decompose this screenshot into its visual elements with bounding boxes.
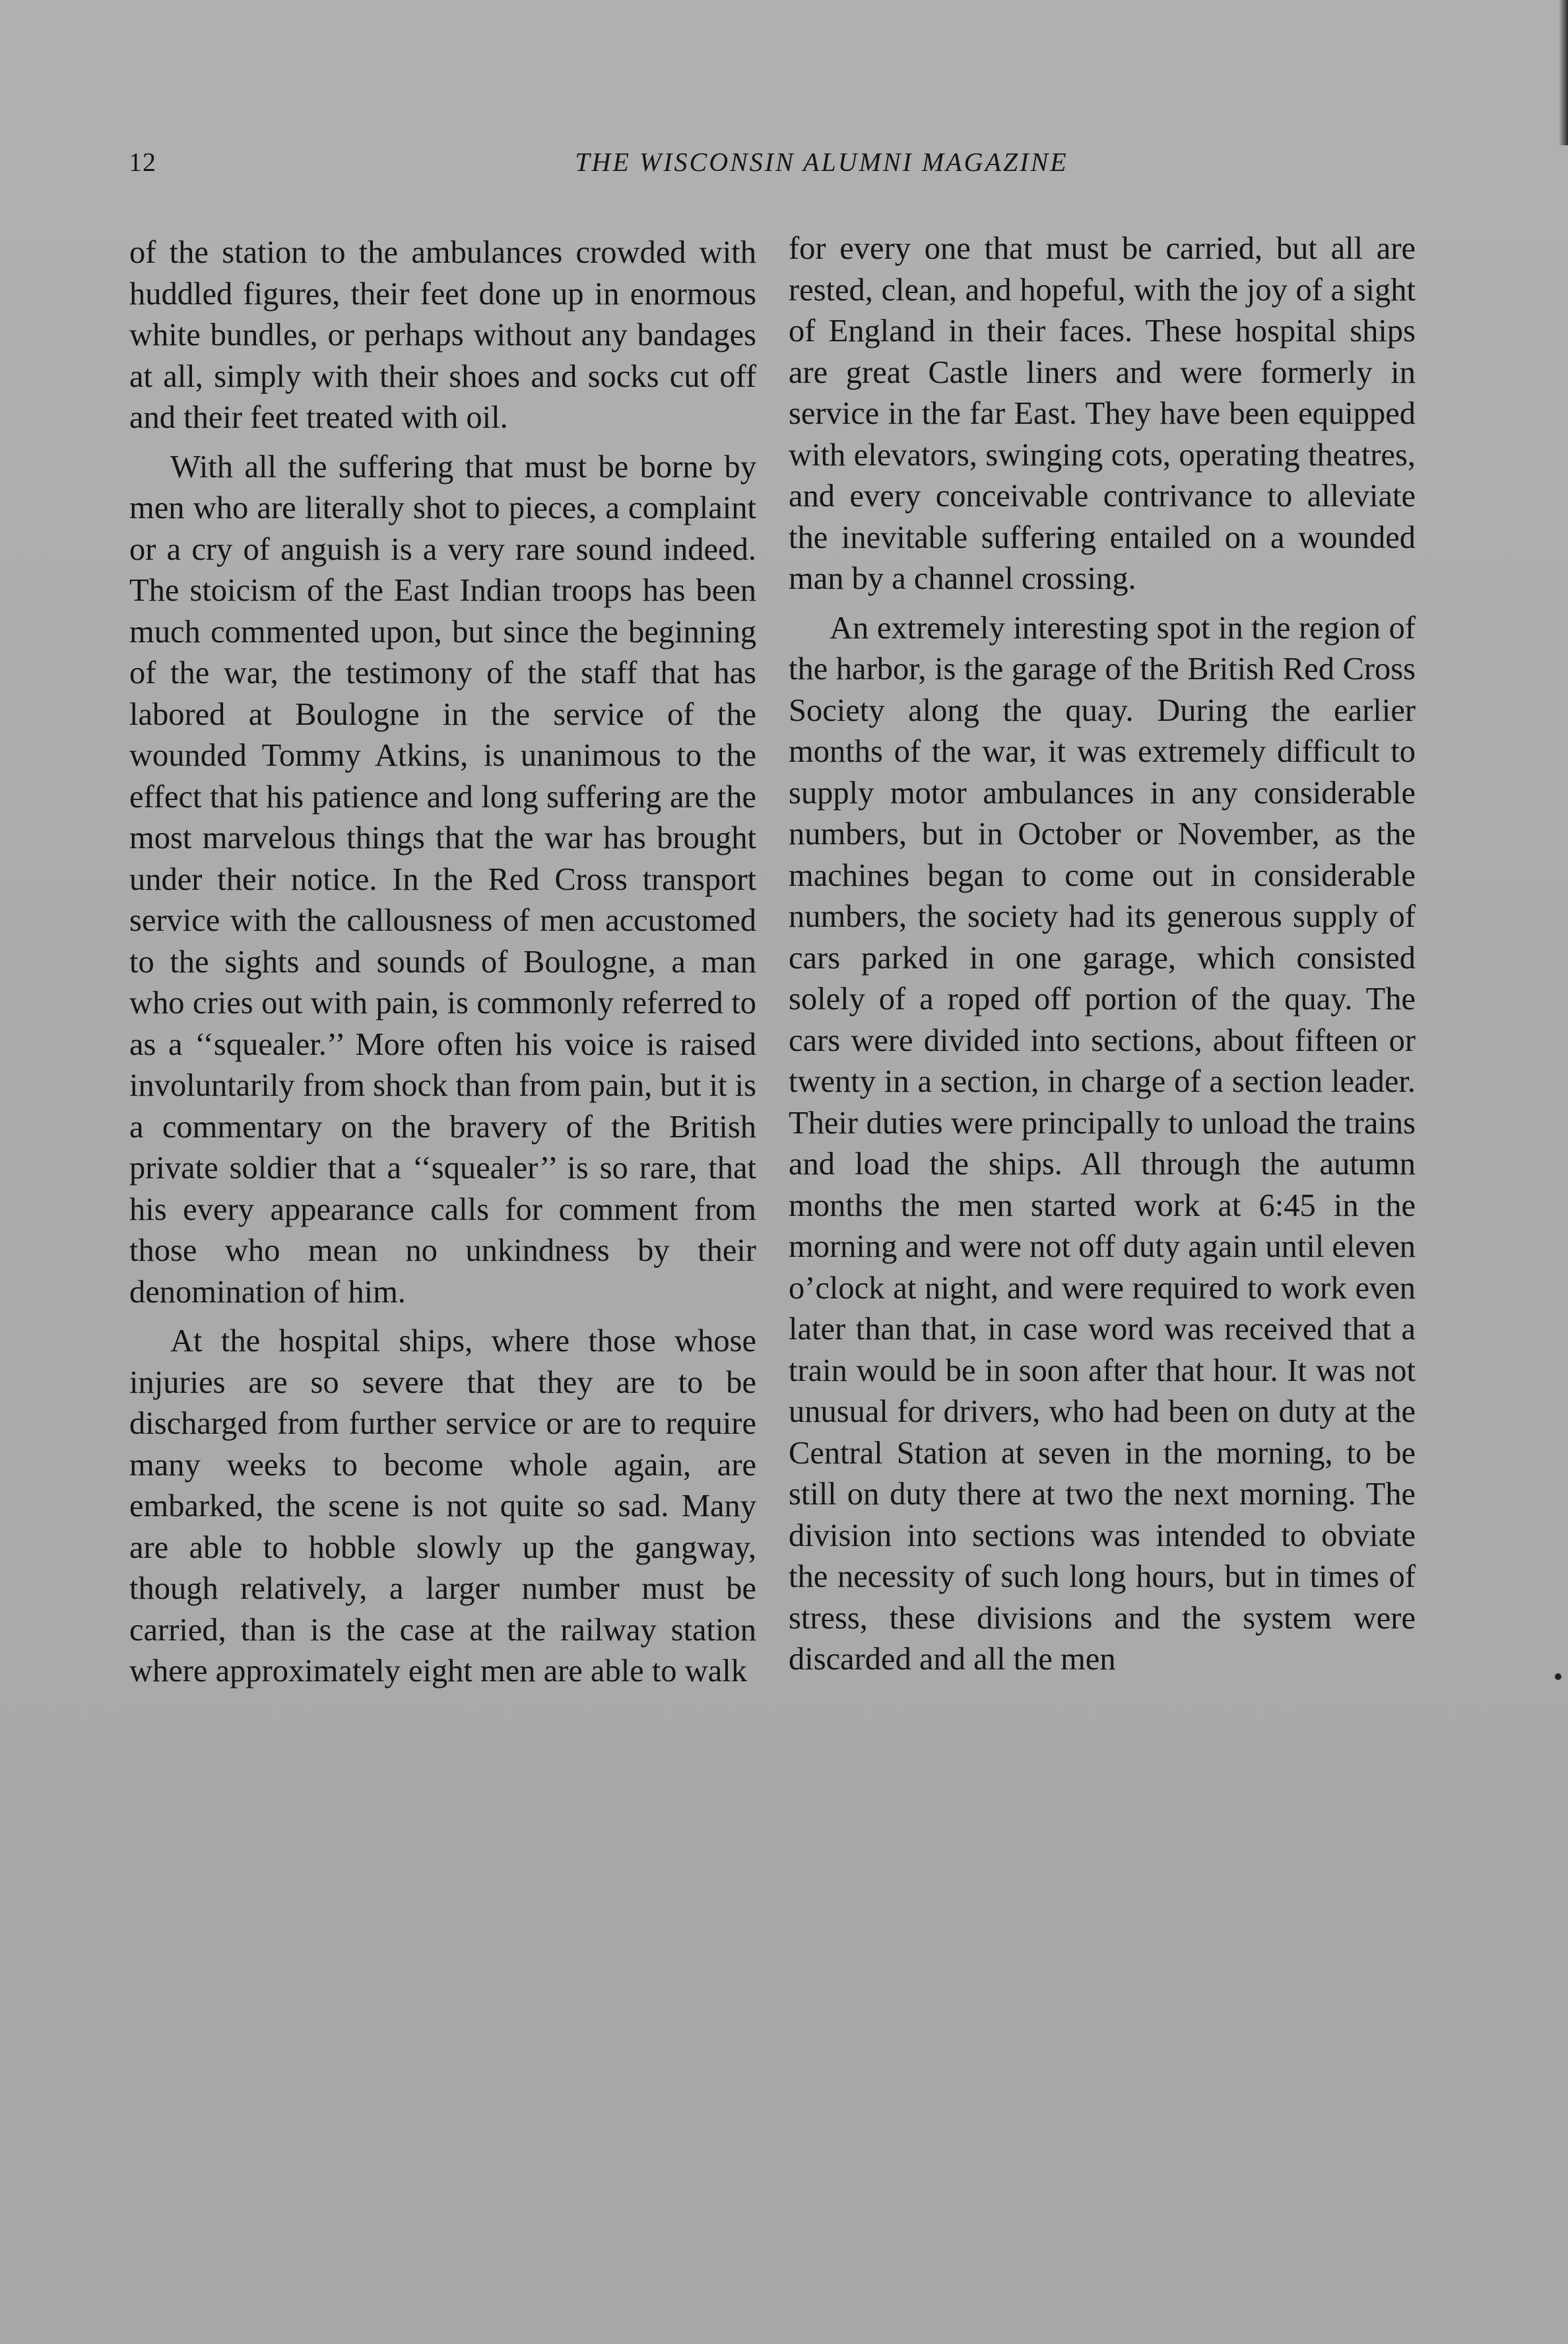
paragraph: An extremely interesting spot in the region of the harbor, is the garage of the British Red Cross Society along the quay. During the earlier months of the war, it was extremely difficult to supply motor ambulances in any considerable numbers, but in October or November, as the machines began to come out in considerable numbers, the society had its generous supply of cars parked in one garage, which consisted solely of a roped off portion of the quay. The cars were divided into sections, about fifteen or twenty in a section, in charge of a section leader. Their duties were principally to unload the trains and load the ships. All through the autumn months the men started work at 6:45 in the morning and were not off duty again until eleven o’clock at night, and were required to work even later than that, in case word was received that a train would be in soon after that hour. It was not unusual for drivers, who had been on duty at the Central Station at seven in the morning, to be still on duty there at two the next morning. The division into sections was intended to obviate the necessity of such long hours, but in times of stress, these divisions and the system were discarded and all the men bbox=[789, 610, 1416, 1677]
scan-edge-dot bbox=[1555, 1673, 1561, 1680]
running-title: THE WISCONSIN ALUMNI MAGAZINE bbox=[575, 147, 1068, 177]
paragraph: of the station to the ambulances crowded with huddled figures, their feet done up in enormous white bundles, or perhaps without any bandages at all, simply with their shoes and socks cut off and their feet treated with oil. bbox=[129, 235, 756, 435]
paragraph: At the hospital ships, where those whose injuries are so severe that they are to be discharged from further service or are to require many weeks to become whole again, are embarked, the scene is not quite so sad. Many are able to hobble slowly up the gangway, though relatively, a larger number must be carried, than is the case at the railway station where approximately eight men are able to walk bbox=[129, 1323, 756, 1689]
page-header bbox=[129, 147, 1422, 186]
paragraph: for every one that must be carried, but all are rested, clean, and hopeful, with the joy of a sight of England in their faces. These hospital ships are great Castle liners and were formerly in service in the far East. They have been equipped with elevators, swinging cots, operating theatres, and every conceivable contrivance to alleviate the inevitable suffering entailed on a wounded man by a channel crossing. bbox=[789, 231, 1416, 596]
page-number: 12 bbox=[129, 147, 156, 177]
right-column bbox=[789, 228, 1416, 1689]
scan-edge-mark bbox=[1559, 0, 1568, 145]
left-column bbox=[129, 232, 756, 1700]
paragraph: With all the suffering that must be borne by men who are literally shot to pieces, a complaint or a cry of anguish is a very rare sound indeed. The stoicism of the East Indian troops has been much commented upon, but since the beginning of the war, the testimony of the staff that has labored at Boulogne in the service of the wounded Tommy Atkins, is unanimous to the effect that his patience and long suffering are the most marvelous things that the war has brought under their notice. In the Red Cross transport service with the callousness of men accustomed to the sights and sounds of Boulogne, a man who cries out with pain, is commonly referred to as a ‘‘squealer.’’ More often his voice is raised involuntarily from shock than from pain, but it is a commentary on the bravery of the British private soldier that a ‘‘squealer’’ is so rare, that his every appearance calls for comment from those who mean no unkindness by their denomination of him. bbox=[129, 449, 756, 1310]
